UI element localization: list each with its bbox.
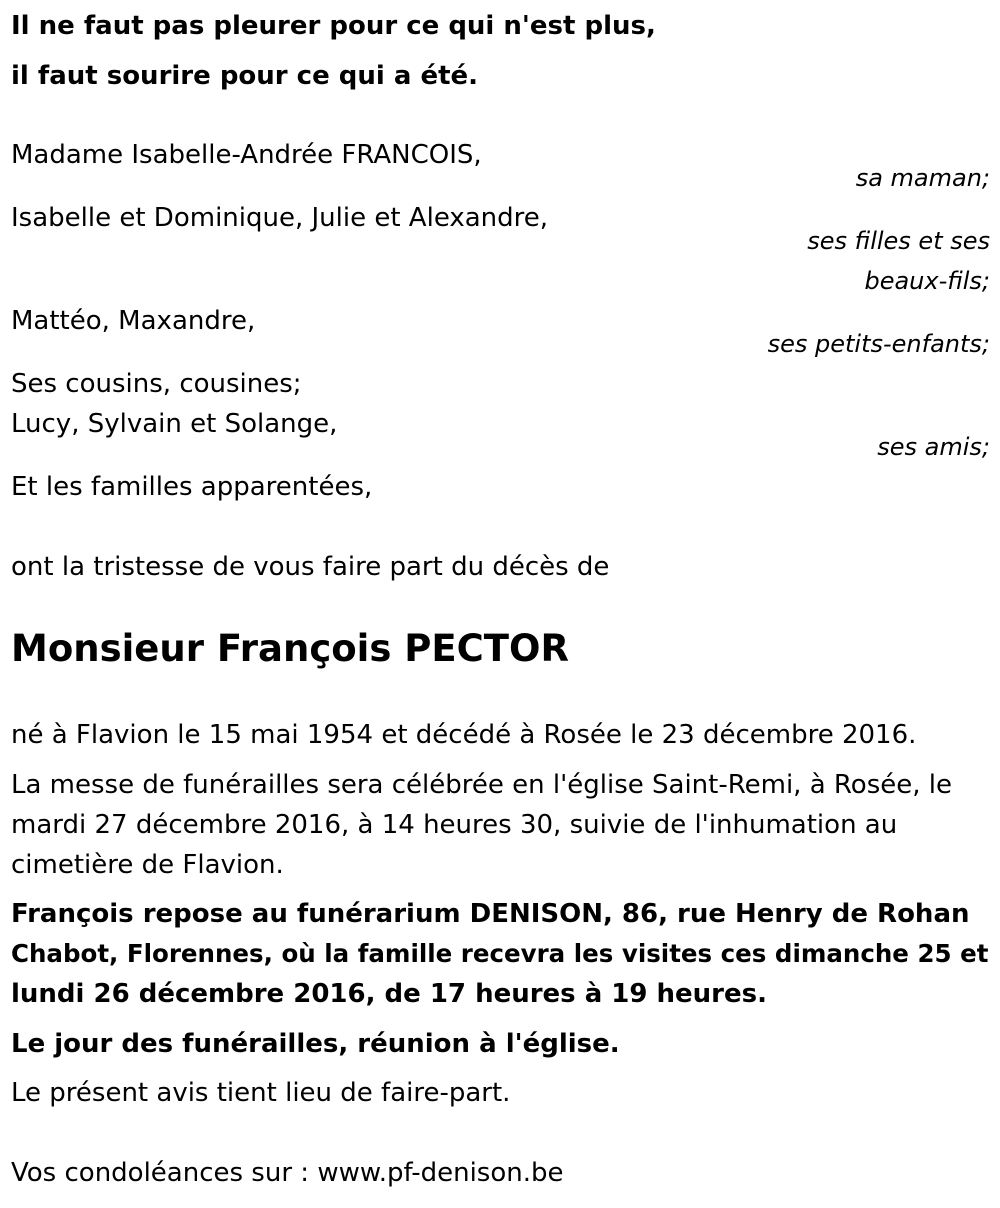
condolences-text: Vos condoléances sur : www.pf-denison.be: [11, 1158, 564, 1188]
quote-line-2: il faut sourire pour ce qui a été.: [11, 61, 479, 91]
family-names-mother: Madame Isabelle-Andrée FRANCOIS,: [11, 140, 482, 170]
relation-daughters-line-1: ses filles et ses: [807, 227, 990, 255]
relation-mother: sa maman;: [855, 164, 990, 192]
visitation-line-3: lundi 26 décembre 2016, de 17 heures à 19 heures.: [11, 979, 767, 1009]
visitation-line-2: Chabot, Florennes, où la famille recevra les visites ces dimanche 25 et: [11, 939, 989, 968]
family-names-relatives: Et les familles apparentées,: [11, 472, 373, 502]
mass-line-1: La messe de funérailles sera célébrée en l'église Saint-Remi, à Rosée, le: [11, 770, 952, 800]
mass-line-3: cimetière de Flavion.: [11, 850, 284, 880]
family-names-cousins: Ses cousins, cousines;: [11, 369, 302, 399]
relation-grandchildren: ses petits-enfants;: [767, 330, 990, 358]
family-names-grandchildren: Mattéo, Maxandre,: [11, 306, 256, 336]
visitation-line-1: François repose au funérarium DENISON, 86, rue Henry de Rohan: [11, 899, 970, 929]
notice-text: Le présent avis tient lieu de faire-part.: [11, 1078, 511, 1108]
birth-death-text: né à Flavion le 15 mai 1954 et décédé à Rosée le 23 décembre 2016.: [11, 720, 917, 750]
quote-line-1: Il ne faut pas pleurer pour ce qui n'est plus,: [11, 11, 656, 41]
family-names-daughters: Isabelle et Dominique, Julie et Alexandre,: [11, 203, 549, 233]
relation-friends: ses amis;: [877, 433, 990, 461]
deceased-name: Monsieur François PECTOR: [11, 627, 569, 670]
relation-daughters-line-2: beaux-fils;: [864, 267, 990, 295]
mass-line-2: mardi 27 décembre 2016, à 14 heures 30, suivie de l'inhumation au: [11, 810, 898, 840]
announcement-text: ont la tristesse de vous faire part du décès de: [11, 552, 610, 582]
family-names-friends: Lucy, Sylvain et Solange,: [11, 409, 338, 439]
meeting-text: Le jour des funérailles, réunion à l'église.: [11, 1029, 620, 1059]
